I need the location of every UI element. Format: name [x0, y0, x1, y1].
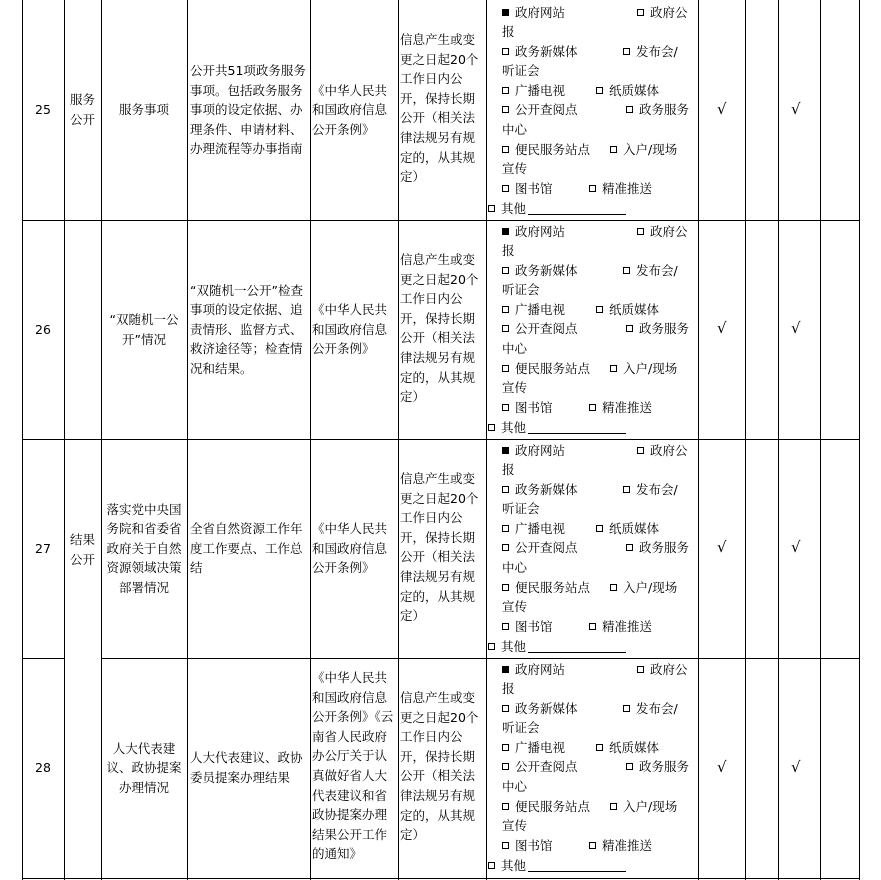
checkbox-icon	[610, 803, 617, 810]
channel-label: 入户/现场	[623, 799, 678, 814]
channel-label: 政府公	[650, 5, 688, 20]
check-mark-icon: √	[717, 538, 727, 556]
item-basis: 《中华人民共和国政府信息公开条例》《云南省人民政府办公厅关于认真做好省人大代表建议和省政协提案办理结果公开工作的通知》	[312, 670, 394, 862]
checkbox-icon	[502, 763, 509, 770]
channel-label: 公开查阅点	[515, 540, 578, 555]
channel-label: 公开查阅点	[515, 102, 578, 117]
checkbox-icon	[502, 623, 509, 630]
checkbox-icon	[502, 306, 509, 313]
checkbox-icon	[626, 325, 633, 332]
row-number: 26	[35, 321, 51, 337]
checkbox-icon	[626, 106, 633, 113]
item-content: 全省自然资源工作年度工作要点、工作总结	[190, 521, 303, 576]
checkbox-icon	[502, 106, 509, 113]
checkbox-icon	[502, 146, 509, 153]
checkbox-icon	[596, 306, 603, 313]
channel-label: 政务新媒体	[515, 701, 578, 716]
item-basis: 《中华人民共和国政府信息公开条例》	[312, 521, 388, 576]
channel-label: 政府网站	[515, 662, 566, 677]
channel-label: 听证会	[502, 720, 540, 735]
channel-label: 图书馆	[515, 181, 553, 196]
checkbox-icon	[488, 424, 495, 431]
checkbox-icon	[623, 267, 630, 274]
check-mark-icon: √	[717, 100, 727, 118]
channel-label: 广播电视	[515, 521, 566, 536]
item-name: 服务事项	[118, 102, 169, 118]
channel-label: 政府公	[650, 443, 688, 458]
category-cell-result: 结果公开	[69, 532, 95, 567]
channel-label: 入户/现场	[623, 142, 678, 157]
channel-label: 精准推送	[602, 181, 653, 196]
channel-label: 精准推送	[602, 838, 653, 853]
channel-label: 其他	[501, 639, 527, 654]
checkbox-icon	[502, 404, 509, 411]
checkbox-icon	[626, 544, 633, 551]
channel-label: 宣传	[502, 599, 528, 614]
channel-label: 发布会/	[636, 701, 678, 716]
checkbox-icon	[610, 365, 617, 372]
checkbox-icon	[488, 643, 495, 650]
channel-label: 图书馆	[515, 400, 553, 415]
channel-label: 报	[502, 462, 515, 477]
channel-label: 便民服务站点	[515, 142, 591, 157]
checkbox-icon	[596, 525, 603, 532]
checkbox-icon	[502, 525, 509, 532]
channel-label: 政府网站	[515, 443, 566, 458]
item-timing: 信息产生或变更之日起20个工作日内公开，保持长期公开（相关法律法规另有规定的，从其规定）	[400, 690, 479, 843]
item-name: 人大代表建议、政协提案办理情况	[106, 740, 182, 795]
checkbox-checked-icon	[502, 666, 509, 673]
checkbox-icon	[502, 544, 509, 551]
channel-label: 政务新媒体	[515, 44, 578, 59]
channel-label: 入户/现场	[623, 580, 678, 595]
channel-label: 政务新媒体	[515, 482, 578, 497]
checkbox-icon	[502, 48, 509, 55]
channel-label: 便民服务站点	[515, 799, 591, 814]
checkbox-icon	[589, 404, 596, 411]
checkbox-icon	[502, 486, 509, 493]
channel-label: 公开查阅点	[515, 321, 578, 336]
channel-label: 广播电视	[515, 83, 566, 98]
channel-label: 宣传	[502, 818, 528, 833]
checkbox-icon	[623, 486, 630, 493]
channel-label: 政府公	[650, 662, 688, 677]
checkbox-icon	[488, 862, 495, 869]
item-basis: 《中华人民共和国政府信息公开条例》	[312, 302, 388, 357]
channel-label: 报	[502, 24, 515, 39]
checkbox-icon	[637, 666, 644, 673]
channel-label: 报	[502, 243, 515, 258]
checkbox-icon	[623, 705, 630, 712]
checkbox-icon	[502, 365, 509, 372]
check-mark-icon: √	[791, 758, 801, 776]
grid-line	[486, 0, 487, 880]
category-cell-service: 服务公开	[69, 92, 95, 127]
grid-line	[22, 878, 860, 879]
channel-label: 其他	[501, 201, 527, 216]
channel-label: 中心	[502, 341, 528, 356]
checkbox-icon	[502, 325, 509, 332]
channel-label: 纸质媒体	[609, 740, 660, 755]
checkbox-icon	[637, 447, 644, 454]
channel-label: 中心	[502, 779, 528, 794]
channel-label: 政务服务	[639, 759, 690, 774]
channel-label: 发布会/	[636, 482, 678, 497]
channel-label: 宣传	[502, 161, 528, 176]
blank-line	[528, 859, 626, 872]
checkbox-icon	[502, 87, 509, 94]
channel-label: 中心	[502, 122, 528, 137]
row-number: 25	[35, 102, 51, 118]
checkbox-icon	[502, 584, 509, 591]
checkbox-icon	[502, 842, 509, 849]
channel-label: 其他	[501, 858, 527, 873]
channel-label: 入户/现场	[623, 361, 678, 376]
checkbox-icon	[589, 185, 596, 192]
channel-label: 便民服务站点	[515, 580, 591, 595]
grid-line	[698, 0, 699, 880]
channel-label: 广播电视	[515, 740, 566, 755]
channel-label: 发布会/	[636, 44, 678, 59]
checkbox-checked-icon	[502, 9, 509, 16]
channel-label: 宣传	[502, 380, 528, 395]
channel-label: 纸质媒体	[609, 302, 660, 317]
check-mark-icon: √	[717, 758, 727, 776]
checkbox-icon	[502, 267, 509, 274]
channel-label: 精准推送	[602, 619, 653, 634]
checkbox-icon	[610, 146, 617, 153]
checkbox-icon	[502, 185, 509, 192]
channel-label: 发布会/	[636, 263, 678, 278]
checkbox-icon	[637, 9, 644, 16]
channel-label: 政务服务	[639, 540, 690, 555]
item-timing: 信息产生或变更之日起20个工作日内公开，保持长期公开（相关法律法规另有规定的，从其规定）	[400, 252, 479, 405]
channel-label: 公开查阅点	[515, 759, 578, 774]
channel-label: 广播电视	[515, 302, 566, 317]
item-content: “双随机一公开”检查事项的设定依据、追责情形、监督方式、救济途径等；检查情况和结果。	[190, 282, 303, 376]
checkbox-icon	[589, 842, 596, 849]
checkbox-icon	[610, 584, 617, 591]
item-content: 人大代表建议、政协委员提案办理结果	[190, 750, 303, 785]
channel-label: 听证会	[502, 63, 540, 78]
blank-line	[528, 640, 626, 653]
channel-label: 政府网站	[515, 5, 566, 20]
channel-label: 其他	[501, 420, 527, 435]
row-number: 28	[35, 760, 51, 776]
blank-line	[528, 421, 626, 434]
checkbox-icon	[502, 803, 509, 810]
channel-label: 精准推送	[602, 400, 653, 415]
grid-line	[859, 0, 860, 880]
check-mark-icon: √	[791, 538, 801, 556]
channel-label: 政务服务	[639, 102, 690, 117]
channel-label: 纸质媒体	[609, 83, 660, 98]
checkbox-icon	[626, 763, 633, 770]
channel-label: 政务新媒体	[515, 263, 578, 278]
checkbox-icon	[502, 705, 509, 712]
checkbox-icon	[596, 744, 603, 751]
checkbox-icon	[502, 744, 509, 751]
check-mark-icon: √	[791, 100, 801, 118]
checkbox-icon	[623, 48, 630, 55]
grid-line	[778, 0, 779, 880]
checkbox-icon	[596, 87, 603, 94]
item-basis: 《中华人民共和国政府信息公开条例》	[312, 82, 388, 137]
channel-label: 便民服务站点	[515, 361, 591, 376]
item-name: 落实党中央国务院和省委省政府关于自然资源领域决策部署情况	[106, 501, 182, 595]
grid-line	[745, 0, 746, 880]
row-number: 27	[35, 540, 51, 556]
blank-line	[528, 202, 626, 215]
channel-label: 报	[502, 681, 515, 696]
item-content: 公开共51项政务服务事项。包括政务服务事项的设定依据、办理条件、申请材料、办理流程等办事指南	[190, 63, 306, 157]
grid-line	[820, 0, 821, 880]
channel-label: 图书馆	[515, 838, 553, 853]
channel-label: 中心	[502, 560, 528, 575]
check-mark-icon: √	[717, 319, 727, 337]
channel-label: 听证会	[502, 501, 540, 516]
item-timing: 信息产生或变更之日起20个工作日内公开，保持长期公开（相关法律法规另有规定的，从其规定）	[400, 471, 479, 624]
channel-label: 听证会	[502, 282, 540, 297]
checkbox-icon	[637, 228, 644, 235]
check-mark-icon: √	[791, 319, 801, 337]
channel-label: 政务服务	[639, 321, 690, 336]
item-timing: 信息产生或变更之日起20个工作日内公开，保持长期公开（相关法律法规另有规定的，从其规定）	[400, 32, 479, 185]
checkbox-checked-icon	[502, 228, 509, 235]
checkbox-icon	[589, 623, 596, 630]
checkbox-checked-icon	[502, 447, 509, 454]
channel-label: 政府网站	[515, 224, 566, 239]
checkbox-icon	[488, 205, 495, 212]
item-name: “双随机一公开”情况	[109, 311, 179, 347]
channel-label: 政府公	[650, 224, 688, 239]
channel-label: 纸质媒体	[609, 521, 660, 536]
channel-label: 图书馆	[515, 619, 553, 634]
